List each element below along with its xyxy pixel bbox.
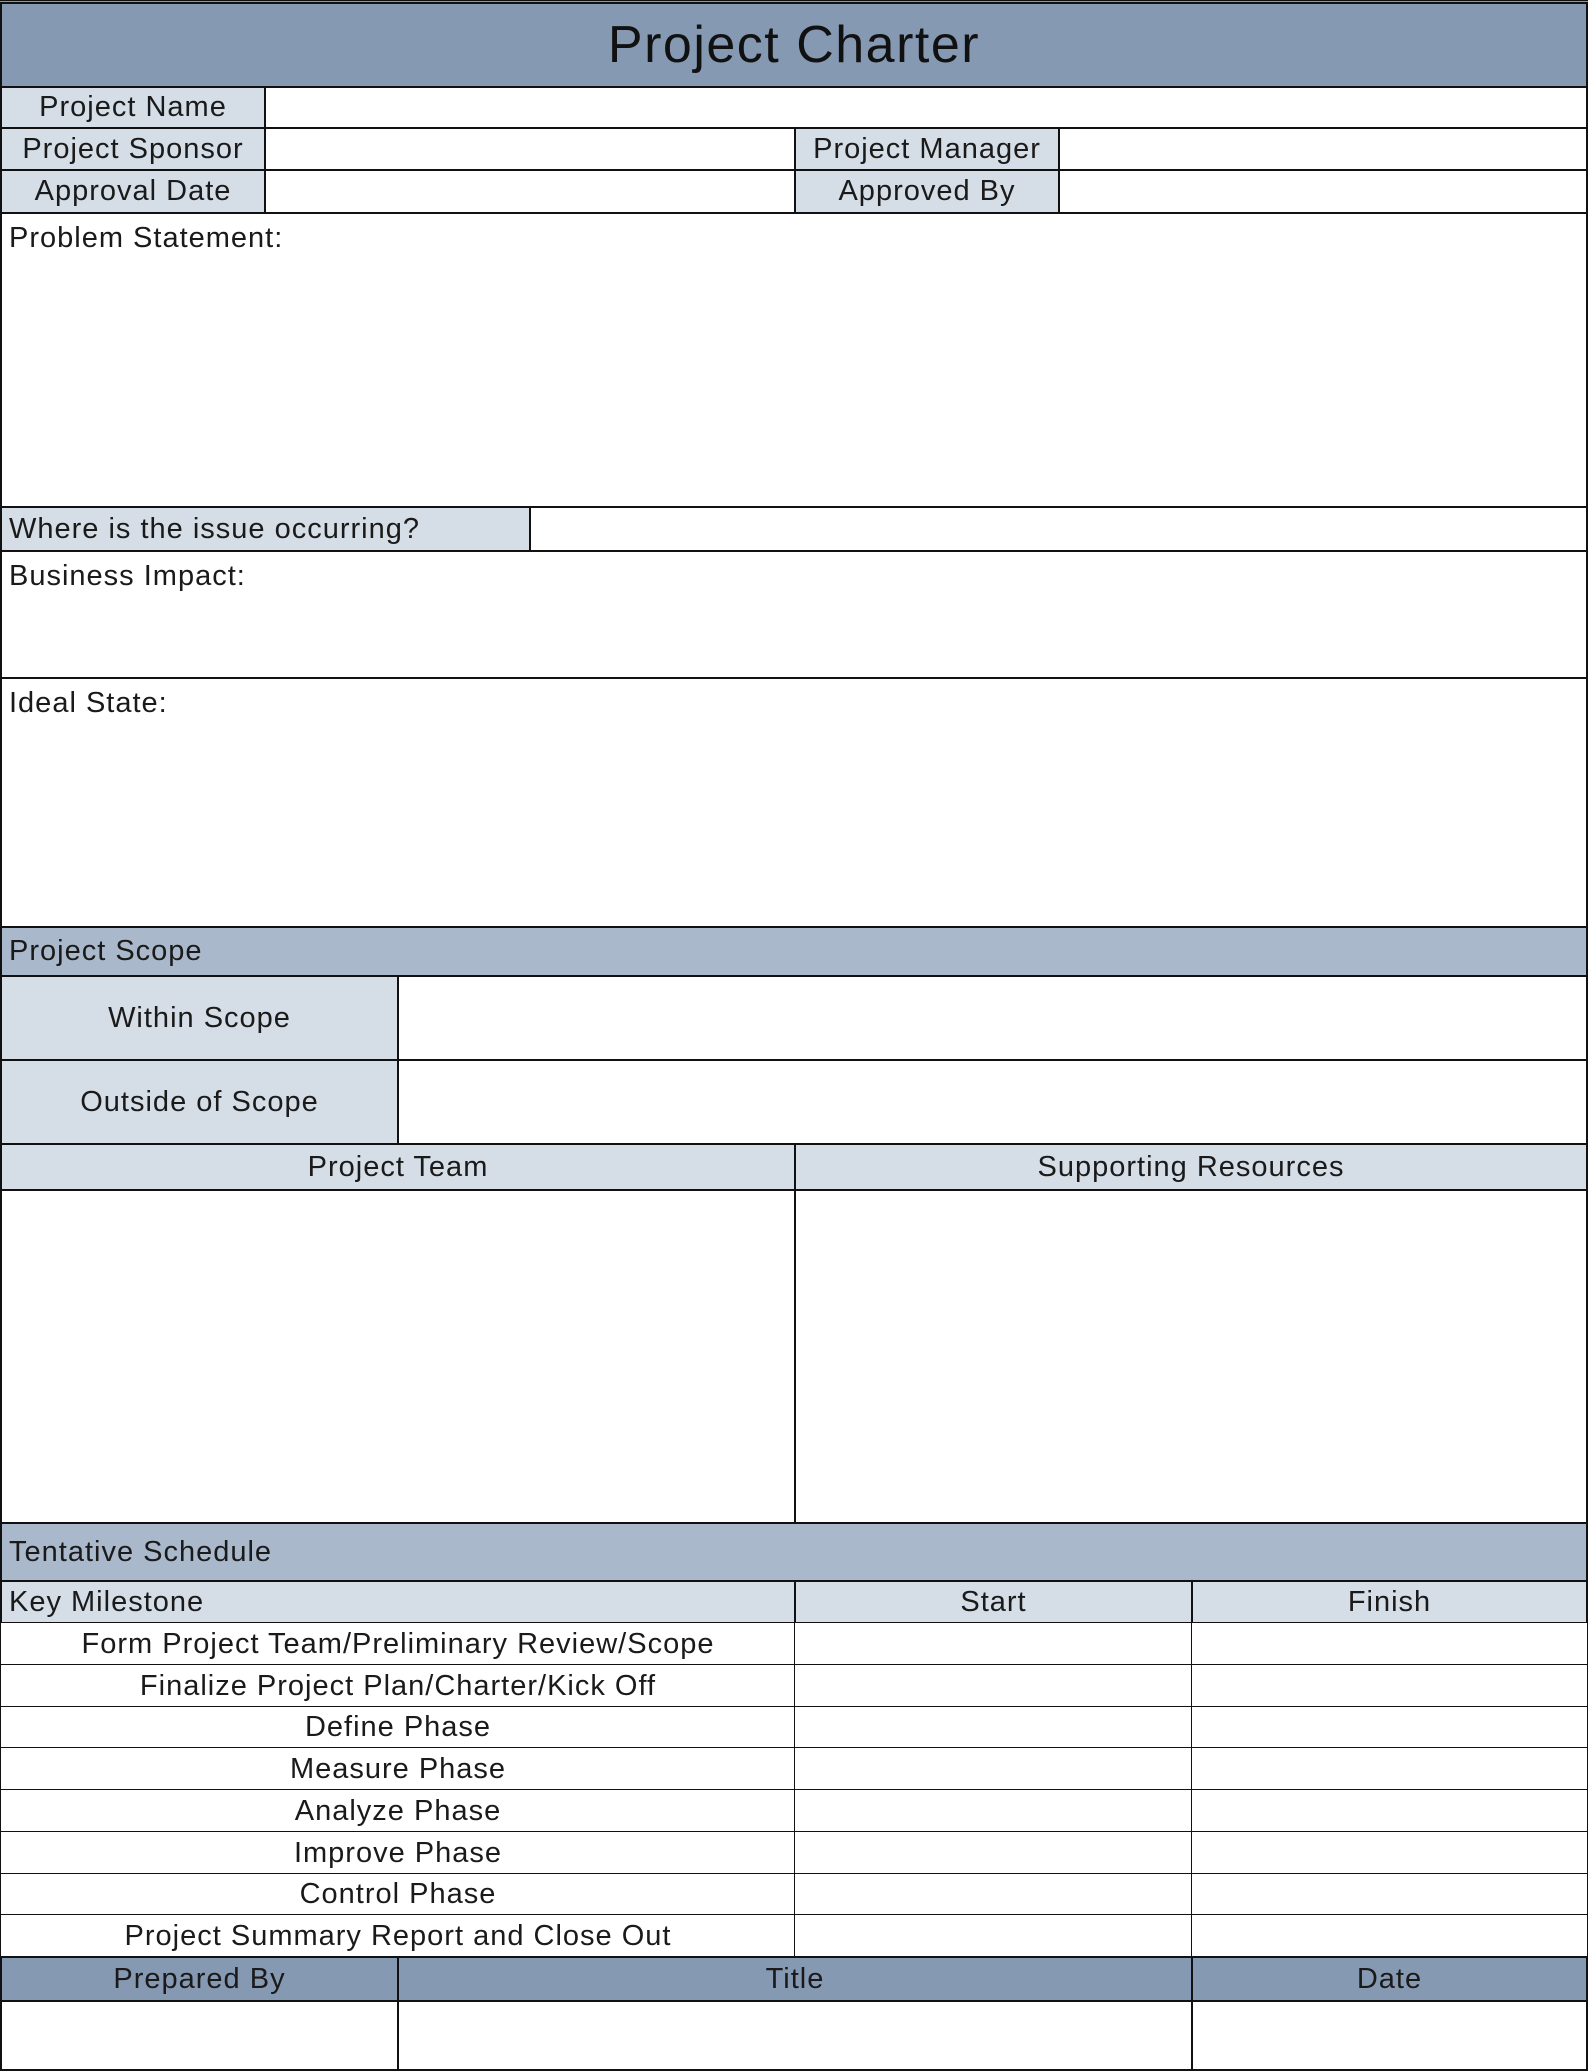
project-sponsor-label: Project Sponsor [0, 127, 266, 171]
within-scope-field[interactable] [397, 975, 1588, 1061]
milestone-name: Project Summary Report and Close Out [0, 1914, 796, 1958]
project-scope-heading: Project Scope [0, 926, 1588, 977]
milestone-name: Define Phase [0, 1706, 796, 1749]
milestone-start-field[interactable] [794, 1664, 1193, 1708]
milestone-start-field[interactable] [794, 1622, 1193, 1666]
ideal-state-area[interactable] [0, 677, 1588, 928]
project-name-label: Project Name [0, 86, 266, 129]
milestone-start-field[interactable] [794, 1789, 1193, 1833]
outside-scope-label: Outside of Scope [0, 1059, 399, 1145]
approved-by-label: Approved By [794, 169, 1060, 214]
start-header: Start [794, 1580, 1193, 1624]
approval-date-label: Approval Date [0, 169, 266, 214]
approval-date-field[interactable] [264, 169, 796, 214]
form-title: Project Charter [0, 2, 1588, 88]
prepared-by-label: Prepared By [0, 1956, 399, 2002]
milestone-start-field[interactable] [794, 1914, 1193, 1958]
milestone-name: Control Phase [0, 1873, 796, 1916]
outside-scope-field[interactable] [397, 1059, 1588, 1145]
supporting-resources-label: Supporting Resources [794, 1143, 1588, 1191]
milestone-finish-field[interactable] [1191, 1706, 1588, 1749]
finish-header: Finish [1191, 1580, 1588, 1624]
milestone-finish-field[interactable] [1191, 1664, 1588, 1708]
title-label: Title [397, 1956, 1193, 2002]
milestone-start-field[interactable] [794, 1831, 1193, 1875]
key-milestone-header: Key Milestone [0, 1580, 796, 1624]
project-name-field[interactable] [264, 86, 1588, 129]
milestone-name: Analyze Phase [0, 1789, 796, 1833]
tentative-schedule-heading: Tentative Schedule [0, 1522, 1588, 1582]
project-team-label: Project Team [0, 1143, 796, 1191]
milestone-finish-field[interactable] [1191, 1622, 1588, 1666]
milestone-start-field[interactable] [794, 1873, 1193, 1916]
project-team-area[interactable] [0, 1189, 796, 1524]
approved-by-field[interactable] [1058, 169, 1588, 214]
problem-statement-label: Problem Statement: [9, 222, 284, 254]
business-impact-area[interactable] [0, 550, 1588, 679]
within-scope-label: Within Scope [0, 975, 399, 1061]
issue-location-field[interactable] [529, 506, 1588, 552]
project-manager-field[interactable] [1058, 127, 1588, 171]
ideal-state-label: Ideal State: [9, 687, 168, 719]
milestone-start-field[interactable] [794, 1747, 1193, 1791]
milestone-finish-field[interactable] [1191, 1914, 1588, 1958]
milestone-name: Measure Phase [0, 1747, 796, 1791]
problem-statement-area[interactable] [0, 212, 1588, 508]
milestone-name: Finalize Project Plan/Charter/Kick Off [0, 1664, 796, 1708]
milestone-name: Form Project Team/Preliminary Review/Scope [0, 1622, 796, 1666]
prepared-by-field[interactable] [0, 2000, 399, 2071]
title-field[interactable] [397, 2000, 1193, 2071]
milestone-start-field[interactable] [794, 1706, 1193, 1749]
issue-location-label: Where is the issue occurring? [0, 506, 531, 552]
project-manager-label: Project Manager [794, 127, 1060, 171]
business-impact-label: Business Impact: [9, 560, 246, 592]
date-label: Date [1191, 1956, 1588, 2002]
date-field[interactable] [1191, 2000, 1588, 2071]
project-sponsor-field[interactable] [264, 127, 796, 171]
supporting-resources-area[interactable] [794, 1189, 1588, 1524]
milestone-finish-field[interactable] [1191, 1789, 1588, 1833]
milestone-finish-field[interactable] [1191, 1831, 1588, 1875]
milestone-finish-field[interactable] [1191, 1747, 1588, 1791]
milestone-name: Improve Phase [0, 1831, 796, 1875]
milestone-finish-field[interactable] [1191, 1873, 1588, 1916]
